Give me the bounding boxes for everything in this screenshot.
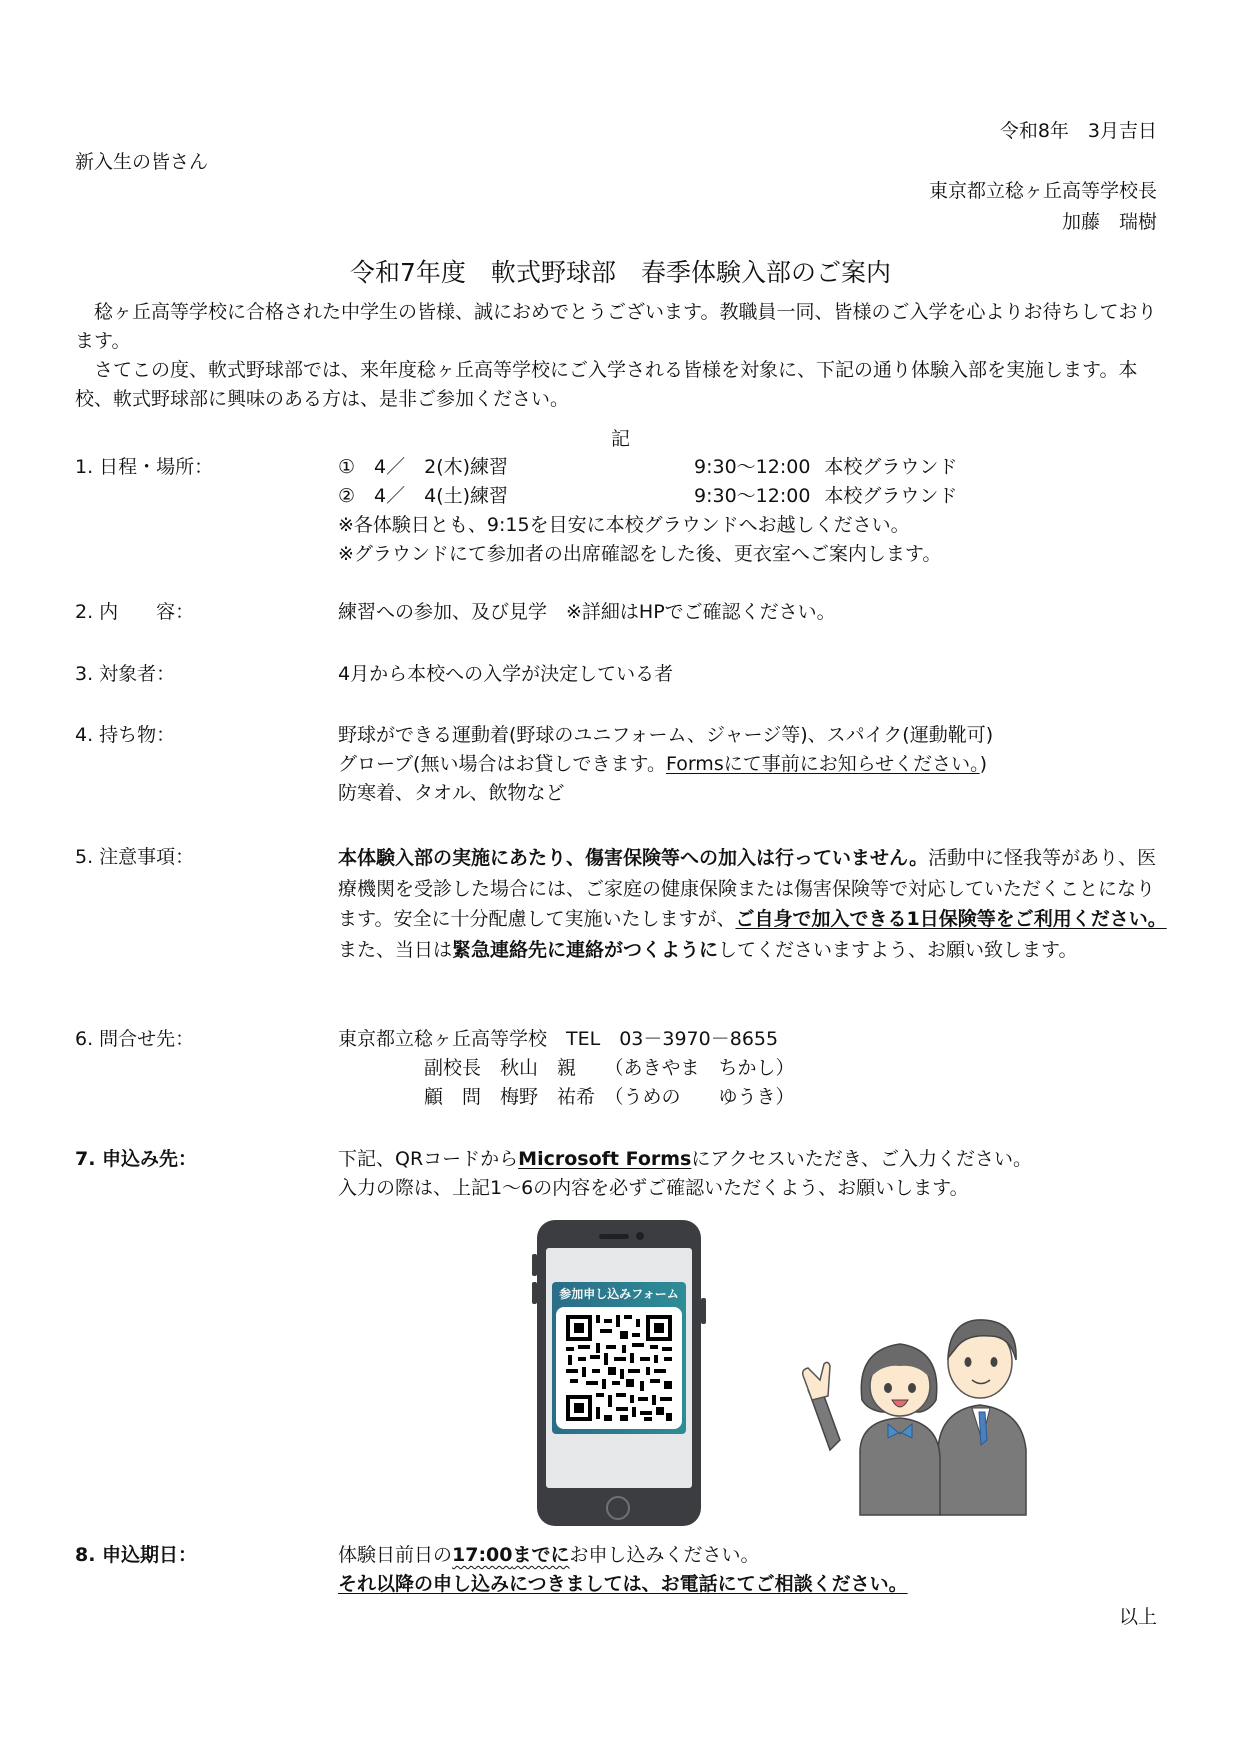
deadline-time: 17:00 bbox=[452, 1544, 513, 1566]
document-title: 令和7年度 軟式野球部 春季体験入部のご案内 bbox=[350, 258, 891, 287]
target-text: 4月から本校への入学が決定している者 bbox=[338, 663, 674, 685]
schedule-list bbox=[338, 453, 957, 569]
schedule-place: 本校グラウンド bbox=[824, 485, 958, 507]
contact-person: 副校長 秋山 親 （あきやま ちかし） bbox=[424, 1057, 795, 1079]
belongings-line: 野球ができる運動着(野球のユニフォーム、ジャージ等)、スパイク(運動靴可) bbox=[338, 724, 994, 746]
belongings-line: 防寒着、タオル、飲物など bbox=[338, 782, 565, 804]
notes-body: 活動中に怪我等があり、医療機関を受診した場合には、ご家庭の健康保険または傷害保険等で対応していただくことになります。安全に十分配慮して実施いたしますが、 bbox=[338, 847, 1157, 930]
phone-side-button bbox=[701, 1298, 706, 1324]
phone-speaker bbox=[599, 1234, 629, 1239]
microsoft-forms-link[interactable]: Microsoft Forms bbox=[518, 1148, 692, 1170]
closing-word: 以上 bbox=[1118, 1606, 1157, 1628]
notes-insurance-request: ご自身で加入できる1日保険等をご利用ください。 bbox=[735, 908, 1167, 930]
phone-illustration bbox=[537, 1220, 701, 1526]
apply-text-post: にアクセスいただき、ご入力ください。 bbox=[691, 1148, 1033, 1170]
recipient: 新入生の皆さん bbox=[75, 151, 209, 173]
schedule-time: 9:30～12:00 bbox=[694, 456, 811, 478]
belongings-label: 4. 持ち物： bbox=[75, 724, 176, 746]
deadline-text bbox=[338, 1541, 908, 1599]
phone-side-button bbox=[532, 1282, 537, 1304]
schedule-time: 9:30～12:00 bbox=[694, 485, 811, 507]
intro-paragraph-2: さてこの度、軟式野球部では、来年度稔ヶ丘高等学校にご入学される皆様を対象に、下記の通り体験入部を実施します。本校、軟式野球部に興味のある方は、是非ご参加ください。 bbox=[75, 359, 1138, 410]
notes-emergency-contact: 緊急連絡先に連絡がつくように bbox=[452, 938, 719, 961]
apply-label: 7. 申込み先： bbox=[75, 1148, 198, 1170]
belongings-close-paren: ) bbox=[979, 753, 988, 775]
phone-screen bbox=[546, 1248, 692, 1488]
apply-line: 入力の際は、上記1～6の内容を必ずご確認いただくよう、お願いします。 bbox=[338, 1177, 969, 1199]
schedule-note: ※各体験日とも、9:15を目安に本校グラウンドへお越しください。 bbox=[338, 514, 910, 536]
apply-text-pre: 下記、QRコードから bbox=[338, 1148, 519, 1170]
contact-label: 6. 問合せ先： bbox=[75, 1028, 195, 1050]
target-label: 3. 対象者： bbox=[75, 663, 176, 685]
intro-paragraphs bbox=[75, 298, 1160, 414]
notes-body: また、当日は bbox=[338, 938, 453, 961]
schedule-note: ※グラウンドにて参加者の出席確認をした後、更衣室へご案内します。 bbox=[338, 543, 942, 565]
intro-paragraph-1: 稔ヶ丘高等学校に合格された中学生の皆様、誠におめでとうございます。教職員一同、皆様のご入学を心よりお待ちしております。 bbox=[75, 301, 1157, 352]
document-date: 令和8年 3月吉日 bbox=[999, 120, 1157, 142]
signup-form-banner bbox=[552, 1282, 686, 1434]
schedule-place: 本校グラウンド bbox=[824, 456, 958, 478]
apply-line bbox=[338, 1145, 1032, 1174]
deadline-phone-consult: それ以降の申し込みにつきましては、お電話にてご相談ください。 bbox=[338, 1573, 908, 1595]
schedule-row bbox=[338, 453, 957, 482]
deadline-line bbox=[338, 1541, 908, 1570]
phone-camera bbox=[636, 1232, 644, 1240]
sender-name: 加藤 瑞樹 bbox=[1061, 211, 1157, 233]
contact-school: 東京都立稔ヶ丘高等学校 TEL 03－3970－8655 bbox=[338, 1028, 779, 1050]
apply-text bbox=[338, 1145, 1032, 1203]
deadline-until: までに bbox=[512, 1544, 570, 1566]
deadline-time-emphasis bbox=[452, 1544, 570, 1566]
phone-home-button bbox=[606, 1496, 630, 1520]
signup-form-title: 参加申し込みフォーム bbox=[559, 1287, 679, 1301]
schedule-date: ② 4／ 4(土)練習 bbox=[338, 485, 509, 507]
belongings-glove-text: グローブ(無い場合はお貸しできます。 bbox=[338, 753, 666, 775]
schedule-date: ① 4／ 2(木)練習 bbox=[338, 456, 509, 478]
notes-body: してくださいますよう、お願い致します。 bbox=[718, 938, 1078, 961]
notes-label: 5. 注意事項： bbox=[75, 846, 195, 868]
deadline-text-pre: 体験日前日の bbox=[338, 1544, 453, 1566]
students-icon bbox=[790, 1300, 1030, 1520]
forms-notice: Formsにて事前にお知らせください。 bbox=[665, 753, 980, 775]
students-illustration bbox=[790, 1300, 1030, 1520]
content-label: 2. 内 容： bbox=[75, 601, 195, 623]
deadline-text-post: お申し込みください。 bbox=[569, 1544, 760, 1566]
notes-insurance-warning: 本体験入部の実施にあたり、傷害保険等への加入は行っていません。 bbox=[338, 847, 929, 869]
content-text: 練習への参加、及び見学 ※詳細はHPでご確認ください。 bbox=[338, 601, 836, 623]
belongings-line bbox=[338, 750, 993, 779]
sender-organization: 東京都立稔ヶ丘高等学校長 bbox=[928, 180, 1157, 202]
schedule-row bbox=[338, 482, 957, 511]
qr-code-icon bbox=[556, 1307, 682, 1429]
phone-side-button bbox=[532, 1254, 537, 1276]
contact-person: 顧 問 梅野 祐希 （うめの ゆうき） bbox=[424, 1086, 795, 1108]
deadline-label: 8. 申込期日： bbox=[75, 1544, 198, 1566]
notes-text bbox=[338, 843, 1168, 965]
belongings-list bbox=[338, 721, 993, 808]
ki-heading: 記 bbox=[610, 428, 630, 450]
schedule-label: 1. 日程・場所： bbox=[75, 456, 214, 478]
qr-code[interactable] bbox=[556, 1307, 682, 1429]
